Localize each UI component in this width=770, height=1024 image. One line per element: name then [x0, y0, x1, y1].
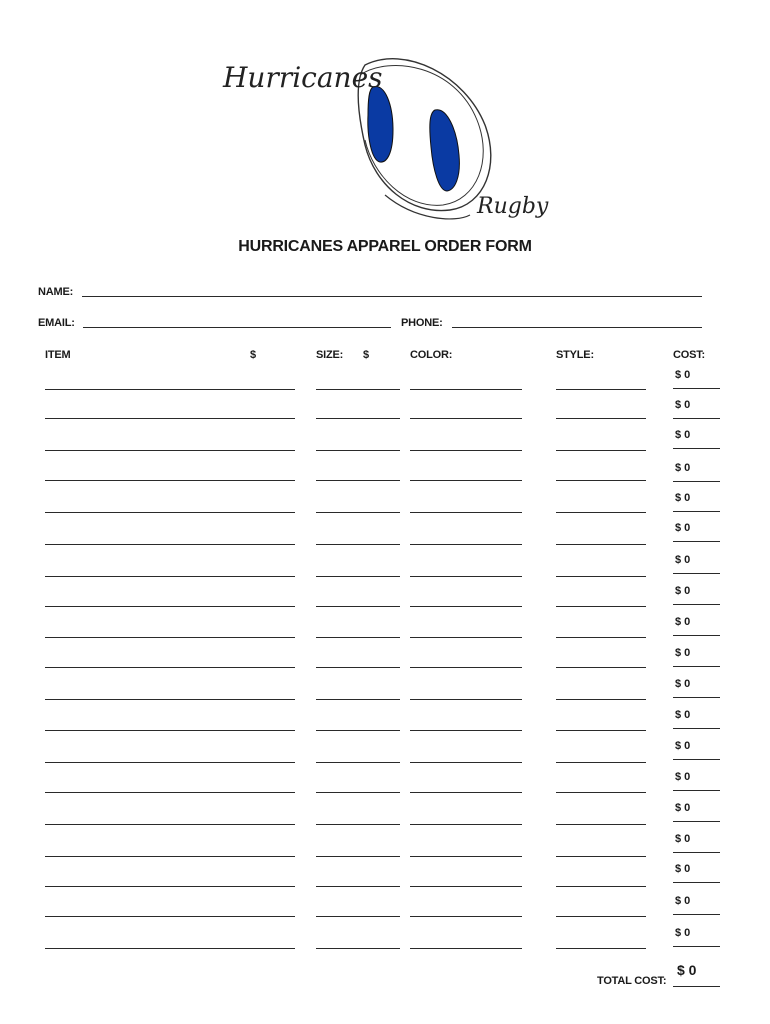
item-underline [45, 418, 295, 419]
item-underline [45, 886, 295, 887]
row-cost-value: $ 0 [675, 462, 691, 474]
style-field[interactable] [556, 556, 646, 576]
size-field[interactable] [316, 586, 400, 606]
item-field[interactable] [45, 460, 295, 480]
size-field[interactable] [316, 866, 400, 886]
item-field[interactable] [45, 896, 295, 916]
style-underline [556, 699, 646, 700]
size-underline [316, 606, 400, 607]
size-field[interactable] [316, 430, 400, 450]
cost-underline [673, 790, 720, 791]
style-underline [556, 576, 646, 577]
phone-label: PHONE: [401, 317, 443, 329]
price-header: $ [250, 349, 256, 361]
style-field[interactable] [556, 617, 646, 637]
item-field[interactable] [45, 804, 295, 824]
color-field[interactable] [410, 369, 522, 389]
size-field[interactable] [316, 647, 400, 667]
size-field[interactable] [316, 896, 400, 916]
logo-script-rugby: Rugby [477, 194, 549, 219]
size-underline [316, 948, 400, 949]
color-underline [410, 544, 522, 545]
size-underline [316, 916, 400, 917]
style-field[interactable] [556, 742, 646, 762]
color-field[interactable] [410, 398, 522, 418]
color-underline [410, 856, 522, 857]
cost-underline [673, 604, 720, 605]
row-cost-value: $ 0 [675, 585, 691, 597]
color-underline [410, 512, 522, 513]
style-underline [556, 792, 646, 793]
style-underline [556, 512, 646, 513]
rugby-ball-logo-graphic [215, 35, 555, 230]
cost-underline [673, 635, 720, 636]
size-field[interactable] [316, 369, 400, 389]
item-field[interactable] [45, 679, 295, 699]
cost-underline [673, 697, 720, 698]
item-underline [45, 699, 295, 700]
item-underline [45, 916, 295, 917]
row-cost-value: $ 0 [675, 740, 691, 752]
total-cost-underline [673, 986, 720, 987]
item-field[interactable] [45, 742, 295, 762]
color-field[interactable] [410, 836, 522, 856]
color-underline [410, 667, 522, 668]
name-underline [82, 296, 702, 297]
color-underline [410, 916, 522, 917]
item-field[interactable] [45, 836, 295, 856]
cost-underline [673, 448, 720, 449]
size-field[interactable] [316, 710, 400, 730]
row-cost-value: $ 0 [675, 369, 691, 381]
style-underline [556, 948, 646, 949]
item-underline [45, 948, 295, 949]
hurricanes-rugby-logo [215, 35, 555, 230]
size-underline [316, 512, 400, 513]
row-cost-value: $ 0 [675, 554, 691, 566]
row-cost-value: $ 0 [675, 709, 691, 721]
row-cost-value: $ 0 [675, 863, 691, 875]
color-field[interactable] [410, 492, 522, 512]
style-underline [556, 730, 646, 731]
size-underline [316, 699, 400, 700]
size-underline [316, 762, 400, 763]
color-field[interactable] [410, 742, 522, 762]
style-underline [556, 824, 646, 825]
color-field[interactable] [410, 586, 522, 606]
item-underline [45, 512, 295, 513]
cost-underline [673, 914, 720, 915]
item-underline [45, 389, 295, 390]
size-underline [316, 856, 400, 857]
size-header: SIZE: [316, 349, 344, 361]
email-underline [83, 327, 391, 328]
style-field[interactable] [556, 679, 646, 699]
color-underline [410, 480, 522, 481]
style-underline [556, 544, 646, 545]
row-cost-value: $ 0 [675, 429, 691, 441]
row-cost-value: $ 0 [675, 678, 691, 690]
size-underline [316, 480, 400, 481]
row-cost-value: $ 0 [675, 647, 691, 659]
email-field[interactable] [83, 307, 391, 327]
cost-header: COST: [673, 349, 706, 361]
size-field[interactable] [316, 772, 400, 792]
style-field[interactable] [556, 586, 646, 606]
color-underline [410, 792, 522, 793]
size-underline [316, 637, 400, 638]
item-field[interactable] [45, 524, 295, 544]
cost-underline [673, 882, 720, 883]
color-underline [410, 389, 522, 390]
size-field[interactable] [316, 460, 400, 480]
size-price-header: $ [363, 349, 369, 361]
item-underline [45, 792, 295, 793]
color-header: COLOR: [410, 349, 453, 361]
color-underline [410, 637, 522, 638]
style-field[interactable] [556, 896, 646, 916]
row-cost-value: $ 0 [675, 522, 691, 534]
item-field[interactable] [45, 398, 295, 418]
size-field[interactable] [316, 398, 400, 418]
size-underline [316, 576, 400, 577]
row-cost-value: $ 0 [675, 616, 691, 628]
logo-script-hurricanes: Hurricanes [223, 61, 383, 94]
cost-underline [673, 481, 720, 482]
cost-underline [673, 573, 720, 574]
row-cost-value: $ 0 [675, 399, 691, 411]
item-field[interactable] [45, 928, 295, 948]
item-underline [45, 762, 295, 763]
form-title: HURRICANES APPAREL ORDER FORM [238, 238, 532, 255]
style-underline [556, 667, 646, 668]
style-underline [556, 450, 646, 451]
item-underline [45, 856, 295, 857]
color-field[interactable] [410, 866, 522, 886]
style-underline [556, 637, 646, 638]
item-underline [45, 544, 295, 545]
style-header: STYLE: [556, 349, 594, 361]
cost-underline [673, 666, 720, 667]
row-cost-value: $ 0 [675, 895, 691, 907]
item-underline [45, 576, 295, 577]
size-underline [316, 792, 400, 793]
row-cost-value: $ 0 [675, 771, 691, 783]
size-underline [316, 667, 400, 668]
size-field[interactable] [316, 524, 400, 544]
style-field[interactable] [556, 398, 646, 418]
size-field[interactable] [316, 928, 400, 948]
style-field[interactable] [556, 836, 646, 856]
color-field[interactable] [410, 804, 522, 824]
item-field[interactable] [45, 772, 295, 792]
item-field[interactable] [45, 647, 295, 667]
cost-underline [673, 946, 720, 947]
size-underline [316, 450, 400, 451]
size-field[interactable] [316, 556, 400, 576]
color-field[interactable] [410, 460, 522, 480]
style-field[interactable] [556, 866, 646, 886]
size-underline [316, 730, 400, 731]
style-underline [556, 762, 646, 763]
style-underline [556, 418, 646, 419]
color-underline [410, 886, 522, 887]
color-field[interactable] [410, 896, 522, 916]
color-underline [410, 762, 522, 763]
color-underline [410, 730, 522, 731]
size-field[interactable] [316, 742, 400, 762]
color-field[interactable] [410, 928, 522, 948]
color-underline [410, 948, 522, 949]
cost-underline [673, 541, 720, 542]
color-field[interactable] [410, 772, 522, 792]
item-underline [45, 667, 295, 668]
item-field[interactable] [45, 617, 295, 637]
color-underline [410, 606, 522, 607]
item-field[interactable] [45, 710, 295, 730]
color-underline [410, 576, 522, 577]
item-field[interactable] [45, 556, 295, 576]
size-field[interactable] [316, 492, 400, 512]
style-field[interactable] [556, 647, 646, 667]
style-field[interactable] [556, 928, 646, 948]
row-cost-value: $ 0 [675, 927, 691, 939]
style-field[interactable] [556, 804, 646, 824]
cost-underline [673, 852, 720, 853]
item-field[interactable] [45, 586, 295, 606]
color-field[interactable] [410, 710, 522, 730]
item-header: ITEM [45, 349, 71, 361]
item-underline [45, 637, 295, 638]
phone-field[interactable] [452, 307, 702, 327]
size-field[interactable] [316, 679, 400, 699]
style-field[interactable] [556, 492, 646, 512]
item-underline [45, 450, 295, 451]
style-underline [556, 389, 646, 390]
cost-underline [673, 759, 720, 760]
style-field[interactable] [556, 460, 646, 480]
color-field[interactable] [410, 524, 522, 544]
item-underline [45, 480, 295, 481]
style-underline [556, 606, 646, 607]
phone-underline [452, 327, 702, 328]
style-field[interactable] [556, 369, 646, 389]
size-underline [316, 389, 400, 390]
name-field[interactable] [82, 276, 702, 296]
row-cost-value: $ 0 [675, 492, 691, 504]
style-field[interactable] [556, 772, 646, 792]
cost-underline [673, 821, 720, 822]
cost-underline [673, 418, 720, 419]
email-label: EMAIL: [38, 317, 75, 329]
color-underline [410, 418, 522, 419]
size-underline [316, 824, 400, 825]
style-underline [556, 856, 646, 857]
total-cost-value: $ 0 [677, 962, 697, 978]
color-underline [410, 824, 522, 825]
cost-underline [673, 511, 720, 512]
size-field[interactable] [316, 804, 400, 824]
style-underline [556, 886, 646, 887]
size-underline [316, 544, 400, 545]
color-field[interactable] [410, 430, 522, 450]
row-cost-value: $ 0 [675, 802, 691, 814]
style-field[interactable] [556, 524, 646, 544]
name-label: NAME: [38, 286, 74, 298]
color-field[interactable] [410, 679, 522, 699]
item-underline [45, 606, 295, 607]
color-underline [410, 450, 522, 451]
style-underline [556, 480, 646, 481]
row-cost-value: $ 0 [675, 833, 691, 845]
item-field[interactable] [45, 430, 295, 450]
item-field[interactable] [45, 369, 295, 389]
color-field[interactable] [410, 556, 522, 576]
style-underline [556, 916, 646, 917]
item-underline [45, 824, 295, 825]
cost-underline [673, 388, 720, 389]
size-field[interactable] [316, 617, 400, 637]
total-cost-label: TOTAL COST: [597, 975, 667, 987]
item-field[interactable] [45, 492, 295, 512]
style-field[interactable] [556, 710, 646, 730]
color-underline [410, 699, 522, 700]
item-field[interactable] [45, 866, 295, 886]
style-field[interactable] [556, 430, 646, 450]
size-field[interactable] [316, 836, 400, 856]
color-field[interactable] [410, 647, 522, 667]
item-underline [45, 730, 295, 731]
cost-underline [673, 728, 720, 729]
size-underline [316, 418, 400, 419]
size-underline [316, 886, 400, 887]
color-field[interactable] [410, 617, 522, 637]
